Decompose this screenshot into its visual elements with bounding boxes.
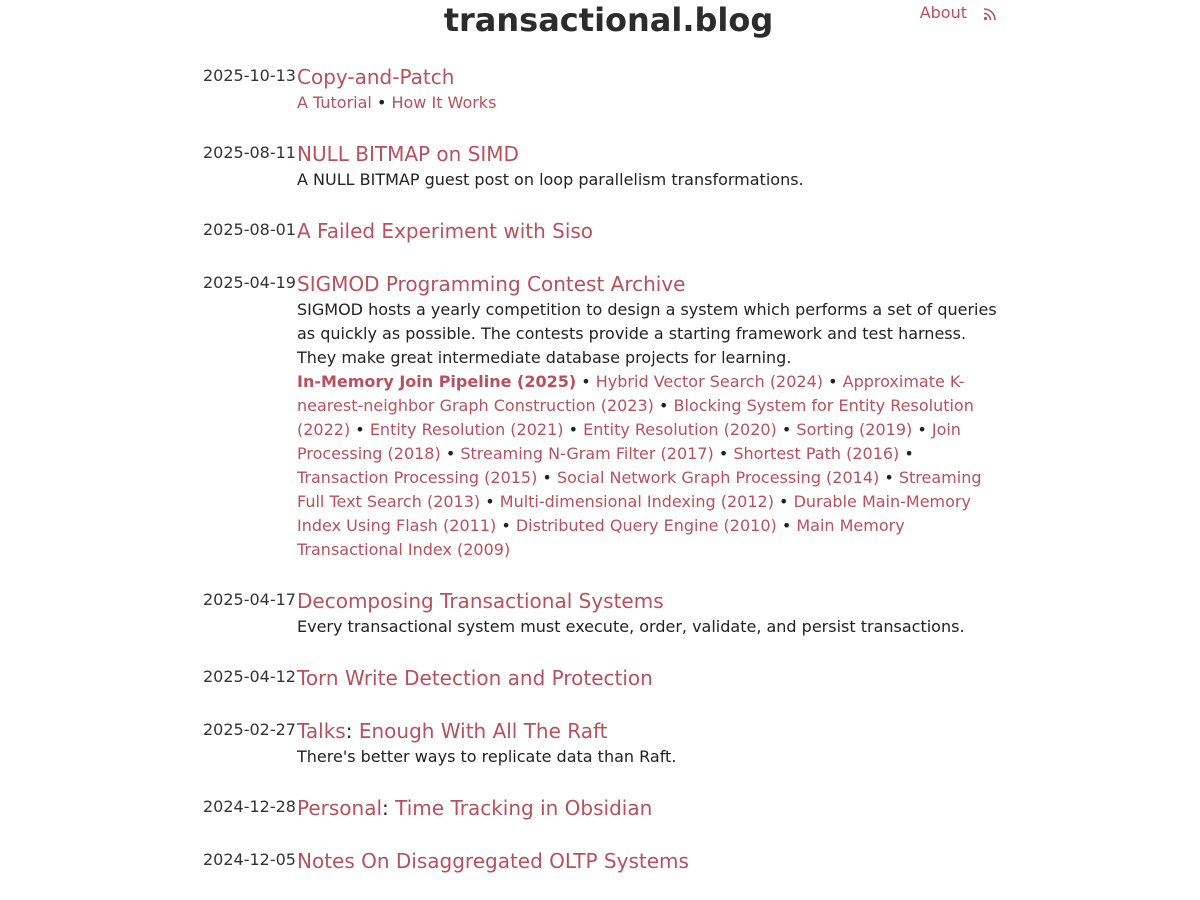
post-title-link[interactable]: Enough With All The Raft xyxy=(358,719,608,743)
post-item xyxy=(203,664,1003,692)
contest-link[interactable]: Streaming N-Gram Filter (2017) xyxy=(460,444,714,463)
contest-links: In-Memory Join Pipeline (2025) • Hybrid Vector Search (2024) • Approximate K-nearest-neighbor Graph Construction (2023) • Blocking System for Entity Resolution (2022) • Entity Resolution (2021) • Entity Resolution (2020) • Sorting (2019) • Join Processing (2018) • Streaming N-Gram Filter (2017) • Shortest Path (2016) • Transaction Processing (2015) • Social Network Graph Processing (2014) • Streaming Full Text Search (2013) • Multi-dimensional Indexing (2012) • Durable Main-Memory Index Using Flash (2011) • Distributed Query Engine (2010) • Main Memory Transactional Index (2009) xyxy=(297,372,982,559)
contest-link[interactable]: Transaction Processing (2015) xyxy=(297,468,538,487)
post-date: 2025-04-12 xyxy=(203,667,296,686)
contest-link[interactable]: Join Processing (2018) xyxy=(297,420,961,463)
top-nav xyxy=(920,3,997,22)
about-link[interactable]: About xyxy=(919,3,967,22)
post-date: 2025-08-11 xyxy=(203,143,296,162)
post-date: 2024-12-28 xyxy=(203,797,296,816)
site-title[interactable]: transactional.blog xyxy=(443,1,774,39)
post-description: SIGMOD hosts a yearly competition to design a system which performs a set of queries as quickly as possible. The contests provide a starting framework and test harness. They make great intermediate database projects for learning. xyxy=(297,300,997,367)
site-header xyxy=(0,0,1200,50)
contest-link[interactable]: Multi-dimensional Indexing (2012) xyxy=(499,492,774,511)
post-description: Every transactional system must execute, order, validate, and persist transactions. xyxy=(297,617,965,636)
contest-link[interactable]: Entity Resolution (2020) xyxy=(583,420,777,439)
category-separator: : xyxy=(345,719,359,743)
post-item xyxy=(203,63,1003,115)
contest-link[interactable]: Hybrid Vector Search (2024) xyxy=(595,372,824,391)
post-item xyxy=(203,587,1003,639)
sub-link[interactable]: A Tutorial xyxy=(297,93,372,112)
post-description: There's better ways to replicate data than Raft. xyxy=(297,747,677,766)
post-date: 2025-10-13 xyxy=(203,66,296,85)
post-description: A NULL BITMAP guest post on loop parallelism transformations. xyxy=(297,170,804,189)
post-item xyxy=(203,794,1003,822)
post-item xyxy=(203,217,1003,245)
post-date: 2025-04-19 xyxy=(203,273,296,292)
contest-link[interactable]: Entity Resolution (2021) xyxy=(369,420,564,439)
post-title-link[interactable]: A Failed Experiment with Siso xyxy=(297,219,594,243)
post-title-link[interactable]: SIGMOD Programming Contest Archive xyxy=(297,272,686,296)
post-title-link[interactable]: Decomposing Transactional Systems xyxy=(297,589,664,613)
contest-link[interactable]: Durable Main-Memory Index Using Flash (2011) xyxy=(297,492,971,535)
post-item xyxy=(203,847,1003,875)
contest-link[interactable]: Social Network Graph Processing (2014) xyxy=(556,468,880,487)
post-sub-links: A Tutorial • How It Works xyxy=(297,93,497,112)
post-date: 2025-08-01 xyxy=(203,220,296,239)
post-item xyxy=(203,717,1003,769)
post-list xyxy=(203,63,1003,900)
post-date: 2025-04-17 xyxy=(203,590,296,609)
post-item xyxy=(203,140,1003,192)
sub-link[interactable]: How It Works xyxy=(391,93,497,112)
contest-link[interactable]: Approximate K-nearest-neighbor Graph Construction (2023) xyxy=(297,372,965,415)
rss-icon[interactable] xyxy=(983,6,997,20)
post-title-link[interactable]: Copy-and-Patch xyxy=(297,65,455,89)
post-date: 2025-02-27 xyxy=(203,720,296,739)
post-category-link[interactable]: Personal xyxy=(297,796,383,820)
contest-link[interactable]: Sorting (2019) xyxy=(796,420,913,439)
post-title-link[interactable]: Time Tracking in Obsidian xyxy=(395,796,653,820)
contest-link[interactable]: Main Memory Transactional Index (2009) xyxy=(297,516,905,559)
post-category-link[interactable]: Talks xyxy=(297,719,346,743)
post-date: 2024-12-05 xyxy=(203,850,296,869)
contest-link[interactable]: Blocking System for Entity Resolution (2022) xyxy=(297,396,974,439)
contest-link[interactable]: Shortest Path (2016) xyxy=(733,444,900,463)
post-title-link[interactable]: NULL BITMAP on SIMD xyxy=(297,142,519,166)
post-title-link[interactable]: Notes On Disaggregated OLTP Systems xyxy=(297,849,689,873)
contest-link[interactable]: Distributed Query Engine (2010) xyxy=(515,516,777,535)
post-title-link[interactable]: Torn Write Detection and Protection xyxy=(297,666,653,690)
contest-link[interactable]: In-Memory Join Pipeline (2025) xyxy=(297,372,577,391)
contest-link[interactable]: Streaming Full Text Search (2013) xyxy=(297,468,982,511)
post-item xyxy=(203,270,1003,562)
category-separator: : xyxy=(382,796,396,820)
